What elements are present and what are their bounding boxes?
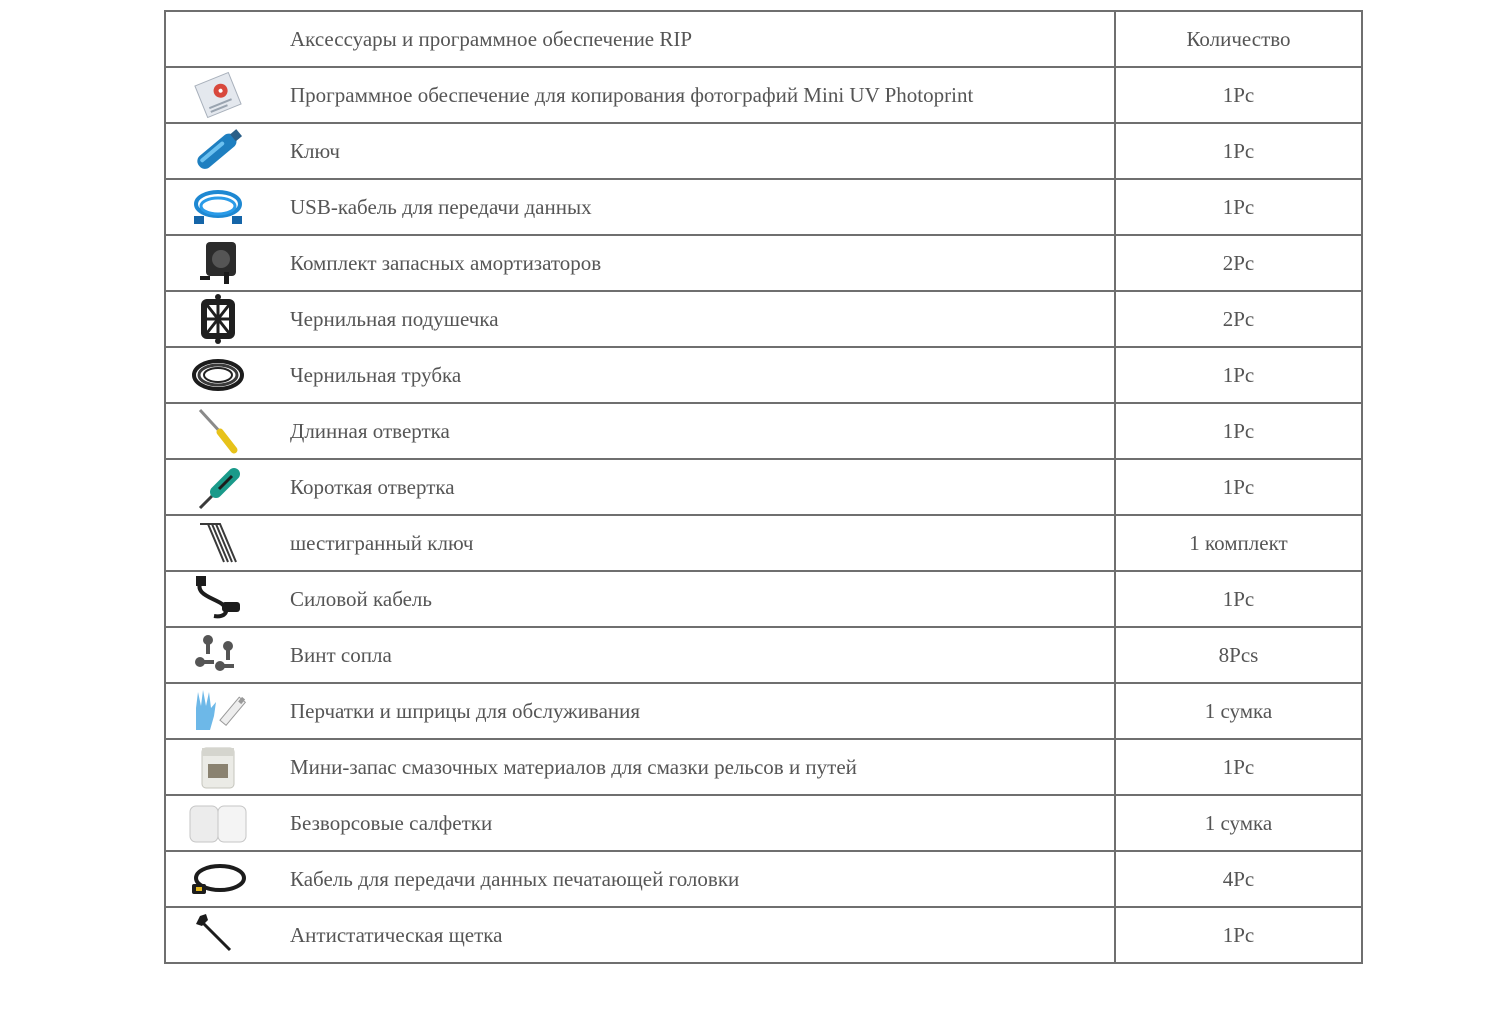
printhead-cable-icon: [186, 854, 250, 904]
table-row: [165, 235, 1362, 291]
table-row: [165, 851, 1362, 907]
item-name: Короткая отвертка: [270, 459, 1115, 515]
item-qty: 1Pc: [1115, 179, 1362, 235]
nozzle-screw-icon: [186, 630, 250, 680]
item-name: Комплект запасных амортизаторов: [270, 235, 1115, 291]
item-name: Чернильная трубка: [270, 347, 1115, 403]
item-name: Длинная отвертка: [270, 403, 1115, 459]
long-screwdriver-icon: [186, 406, 250, 456]
item-name: Винт сопла: [270, 627, 1115, 683]
ink-pad-icon: [186, 294, 250, 344]
software-disc-icon: [186, 70, 250, 120]
item-qty: 1 сумка: [1115, 795, 1362, 851]
usb-key-icon: [186, 126, 250, 176]
item-name: Антистатическая щетка: [270, 907, 1115, 963]
table-row: [165, 123, 1362, 179]
table-row: [165, 291, 1362, 347]
wipes-icon: [186, 798, 250, 848]
power-cable-icon: [186, 574, 250, 624]
gloves-syringe-icon: [186, 686, 250, 736]
table-row: [165, 571, 1362, 627]
hex-key-icon: [186, 518, 250, 568]
item-name: Ключ: [270, 123, 1115, 179]
item-qty: 1Pc: [1115, 907, 1362, 963]
item-name: Программное обеспечение для копирования фотографий Mini UV Photoprint: [270, 67, 1115, 123]
header-qty: Количество: [1115, 11, 1362, 67]
item-name: Перчатки и шприцы для обслуживания: [270, 683, 1115, 739]
table-row: [165, 515, 1362, 571]
item-qty: 1Pc: [1115, 67, 1362, 123]
item-qty: 1Pc: [1115, 123, 1362, 179]
table-row: [165, 907, 1362, 963]
item-name: шестигранный ключ: [270, 515, 1115, 571]
header-icon-cell: [165, 11, 270, 67]
item-qty: 1 комплект: [1115, 515, 1362, 571]
item-qty: 2Pc: [1115, 291, 1362, 347]
table-row: [165, 403, 1362, 459]
item-qty: 1 сумка: [1115, 683, 1362, 739]
item-qty: 1Pc: [1115, 459, 1362, 515]
usb-cable-icon: [186, 182, 250, 232]
table-row: [165, 347, 1362, 403]
item-name: USB-кабель для передачи данных: [270, 179, 1115, 235]
table-row: [165, 67, 1362, 123]
ink-tube-icon: [186, 350, 250, 400]
item-name: Безворсовые салфетки: [270, 795, 1115, 851]
item-name: Кабель для передачи данных печатающей головки: [270, 851, 1115, 907]
header-name: Аксессуары и программное обеспечение RIP: [270, 11, 1115, 67]
item-name: Чернильная подушечка: [270, 291, 1115, 347]
item-name: Силовой кабель: [270, 571, 1115, 627]
item-name: Мини-запас смазочных материалов для смазки рельсов и путей: [270, 739, 1115, 795]
table-row: [165, 179, 1362, 235]
item-qty: 1Pc: [1115, 403, 1362, 459]
accessories-table: [164, 10, 1363, 964]
item-qty: 8Pcs: [1115, 627, 1362, 683]
table-row: [165, 795, 1362, 851]
damper-icon: [186, 238, 250, 288]
item-qty: 2Pc: [1115, 235, 1362, 291]
table-row: [165, 459, 1362, 515]
item-qty: 4Pc: [1115, 851, 1362, 907]
table-row: [165, 627, 1362, 683]
table-header-row: [165, 11, 1362, 67]
grease-jar-icon: [186, 742, 250, 792]
antistatic-brush-icon: [186, 910, 250, 960]
item-qty: 1Pc: [1115, 347, 1362, 403]
item-qty: 1Pc: [1115, 571, 1362, 627]
table-row: [165, 739, 1362, 795]
short-screwdriver-icon: [186, 462, 250, 512]
item-qty: 1Pc: [1115, 739, 1362, 795]
table-row: [165, 683, 1362, 739]
